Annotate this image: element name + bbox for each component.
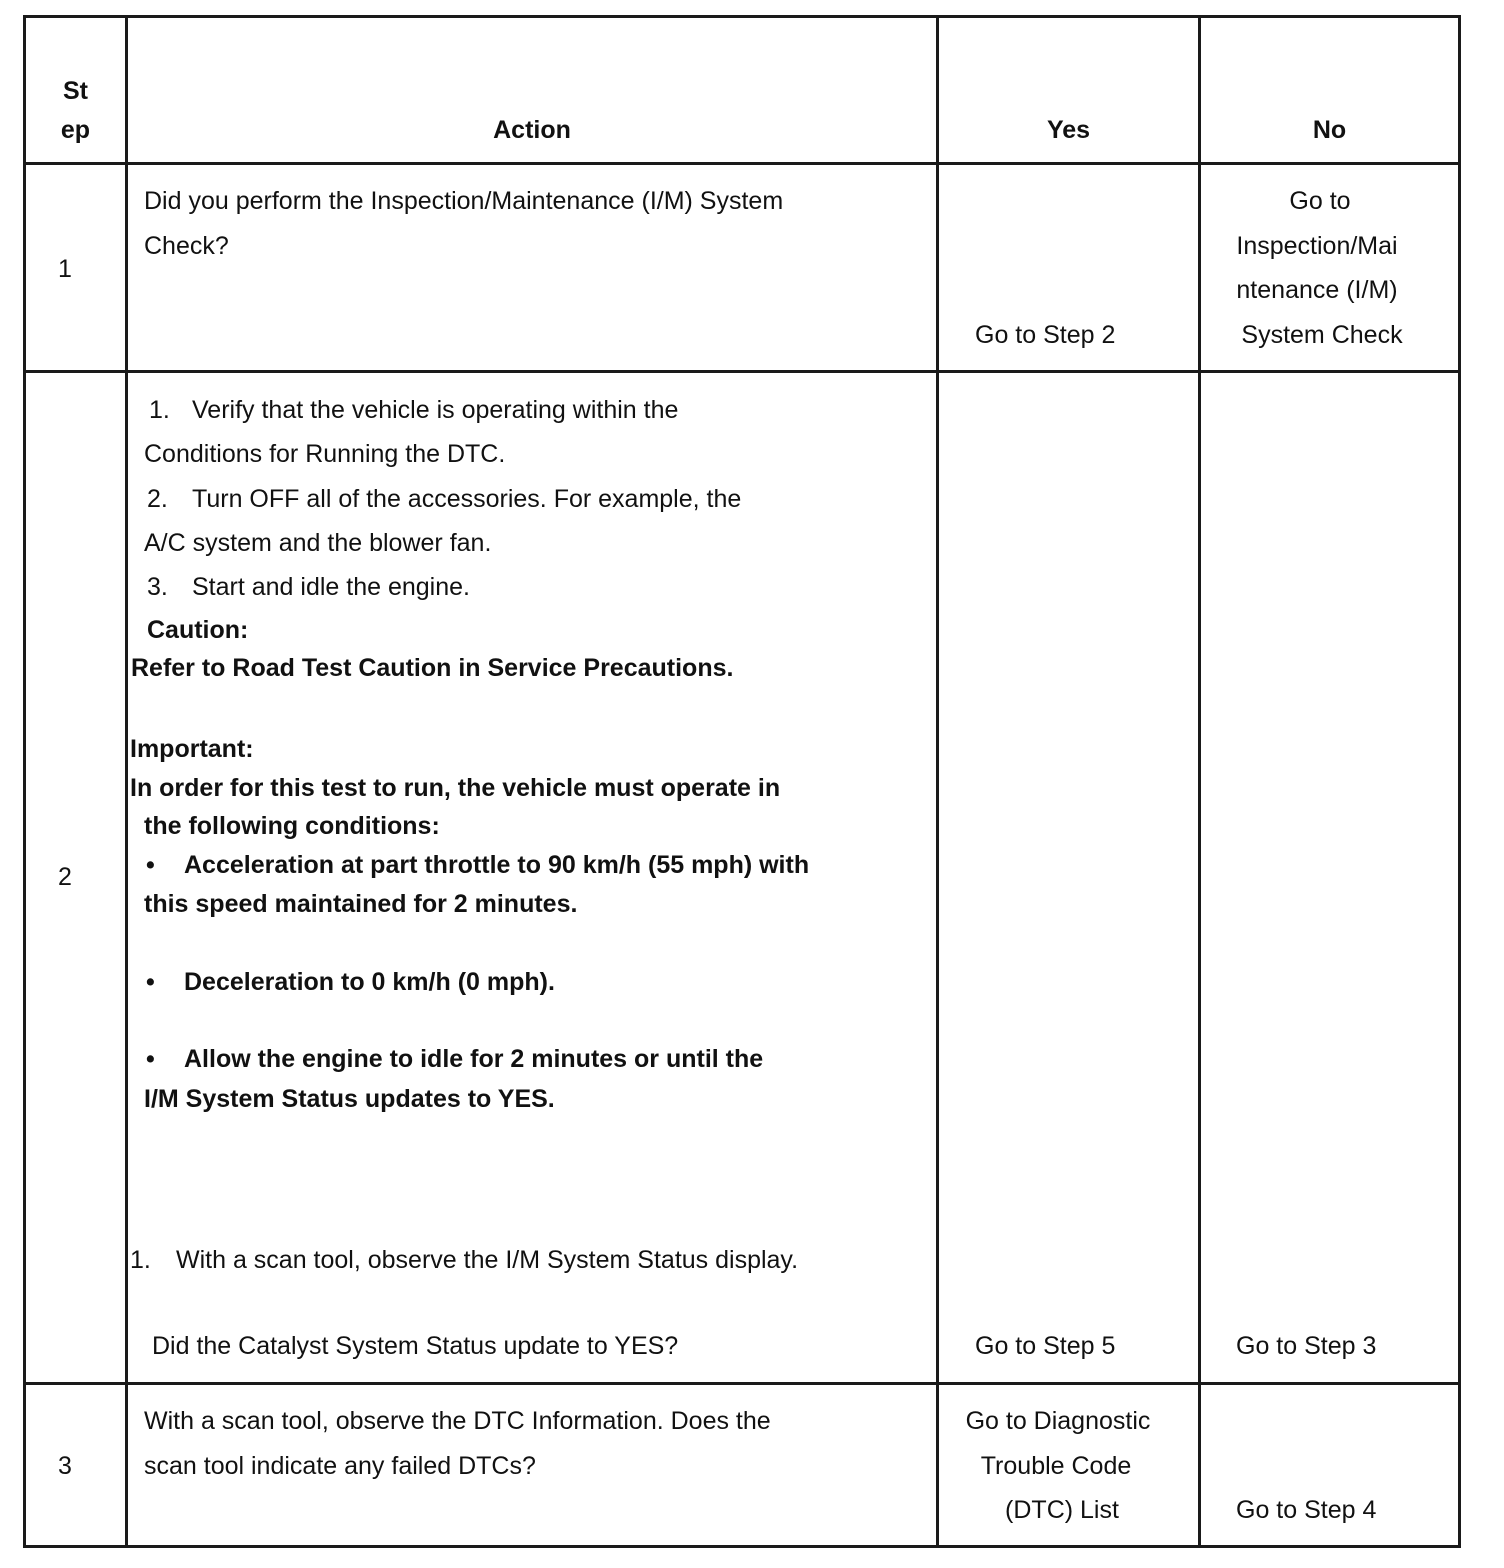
bullet-3-line2: I/M System Status updates to YES. xyxy=(144,1085,555,1113)
row3-yes-line2[interactable]: Trouble Code xyxy=(980,1452,1132,1480)
final-item-text: With a scan tool, observe the I/M System Status display. xyxy=(176,1246,799,1274)
bullet-2-icon: • xyxy=(146,968,155,996)
row3-no-link[interactable]: Go to Step 4 xyxy=(1236,1496,1377,1524)
row1-no-line3[interactable]: ntenance (I/M) xyxy=(1236,276,1398,304)
row3-yes-line1[interactable]: Go to Diagnostic xyxy=(965,1407,1151,1435)
row1-step: 1 xyxy=(58,255,72,283)
list-item-1-number: 1. xyxy=(149,396,170,424)
important-line2: the following conditions: xyxy=(144,812,440,840)
bullet-1-icon: • xyxy=(146,851,155,879)
row3-action-line1: With a scan tool, observe the DTC Information. Does the xyxy=(144,1407,771,1435)
row3-action-line2: scan tool indicate any failed DTCs? xyxy=(144,1452,536,1480)
header-action: Action xyxy=(493,116,571,144)
table-border-left xyxy=(23,15,26,1548)
bullet-1-line1: Acceleration at part throttle to 90 km/h (55 mph) with xyxy=(184,851,810,879)
row1-action-line1: Did you perform the Inspection/Maintenance (I/M) System xyxy=(144,187,784,215)
row1-action-line2: Check? xyxy=(144,232,229,260)
caution-label: Caution: xyxy=(147,616,249,644)
table-border-top xyxy=(23,15,1461,18)
important-label: Important: xyxy=(130,735,254,763)
row1-no-line1[interactable]: Go to xyxy=(1289,187,1351,215)
list-item-3-line1: Start and idle the engine. xyxy=(192,573,470,601)
table-border-right xyxy=(1458,15,1461,1548)
bullet-1-line2: this speed maintained for 2 minutes. xyxy=(144,890,578,918)
list-item-2-line2: A/C system and the blower fan. xyxy=(144,529,492,557)
table-border-bottom xyxy=(23,1545,1461,1548)
row2-yes-link[interactable]: Go to Step 5 xyxy=(975,1332,1116,1360)
list-item-1-line1: Verify that the vehicle is operating within the xyxy=(192,396,679,424)
column-rule-step-action xyxy=(125,15,128,1548)
header-step-line1: St xyxy=(63,77,88,105)
row2-step: 2 xyxy=(58,863,72,891)
header-bottom-rule xyxy=(23,162,1461,165)
column-rule-action-yes xyxy=(936,15,939,1548)
row1-no-line2[interactable]: Inspection/Mai xyxy=(1236,232,1398,260)
row1-yes-link[interactable]: Go to Step 2 xyxy=(975,321,1116,349)
header-yes: Yes xyxy=(1046,116,1091,144)
row2-bottom-rule xyxy=(23,1382,1461,1385)
caution-text: Refer to Road Test Caution in Service Precautions. xyxy=(131,654,734,682)
final-item-number: 1. xyxy=(130,1246,151,1274)
row1-no-line4[interactable]: System Check xyxy=(1241,321,1403,349)
list-item-2-line1: Turn OFF all of the accessories. For example, the xyxy=(192,485,742,513)
list-item-1-line2: Conditions for Running the DTC. xyxy=(144,440,506,468)
row2-no-link[interactable]: Go to Step 3 xyxy=(1236,1332,1377,1360)
bullet-2-line1: Deceleration to 0 km/h (0 mph). xyxy=(184,968,555,996)
row2-question: Did the Catalyst System Status update to YES? xyxy=(152,1332,679,1360)
header-step-line2: ep xyxy=(60,116,91,144)
bullet-3-line1: Allow the engine to idle for 2 minutes or until the xyxy=(184,1045,764,1073)
header-no: No xyxy=(1312,116,1347,144)
bullet-3-icon: • xyxy=(146,1045,155,1073)
row3-yes-line3[interactable]: (DTC) List xyxy=(1005,1496,1119,1524)
list-item-2-number: 2. xyxy=(147,485,168,513)
row3-step: 3 xyxy=(58,1452,72,1480)
row1-bottom-rule xyxy=(23,370,1461,373)
important-line1: In order for this test to run, the vehicle must operate in xyxy=(130,774,781,802)
list-item-3-number: 3. xyxy=(147,573,168,601)
